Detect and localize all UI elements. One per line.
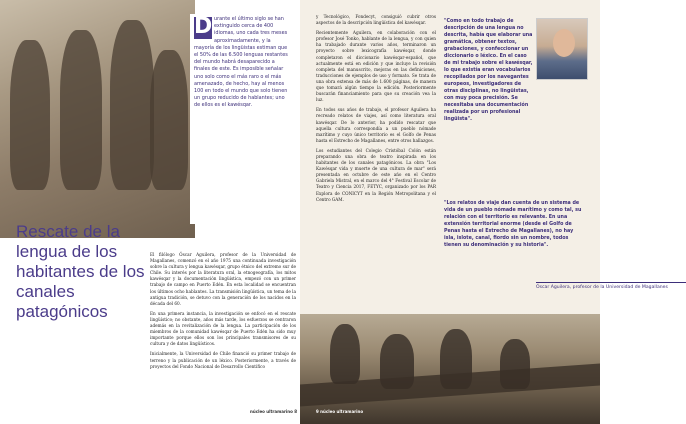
paragraph: Inicialmente, la Universidad de Chile financió su primer trabajo de terreno y la publicación de un léxico. Posteriormente, a través de proyectos del Fondo Nacional de Desarrollo Científico (150, 351, 296, 369)
paragraph: En todos sus años de trabajo, el profesor Aguilera ha recreado relatos de viajes, así como literatura oral kawésqar. De lo anterior, ha podido rescatar que aquella cultura correspondía a un pueblo nómade marítimo y cuyo único territorio es el Golfo de Penas hasta el Estrecho de Magallanes, entre otros hallazgos. (316, 107, 436, 143)
page-footer-left: núcleo ultramarino 8 (250, 409, 298, 414)
intro-text (190, 14, 296, 112)
paragraph: Recientemente Aguilera, en colaboración con el profesor José Tonko, hablante de la lengua, y con quien ha trabajado durante varios años, terminaron un proyecto sobre lexicografía kawésqar, donde completaron el diccionario kawésqar-español, que actualmente está en edición y que incluye la revisión completa del manuscrito, mejoras en las definiciones, traducciones de ejemplos de uso y formato. Se trata de una obra extensa de más de 1.600 páginas, de manera que tomará algún tiempo la edición. Posteriormente buscarán financiamiento para que su creación vea la luz. (316, 30, 436, 103)
left-page (0, 0, 300, 424)
paragraph: El filólogo Óscar Aguilera, profesor de la Universidad de Magallanes, comenzó en el año 1975 una continuada investigación sobre la cultura y lengua kawésqar, grupo étnico del extremo sur de Chile. Su interés por la literatura oral, la etnogeografía, los mitos kawésqar y la documentación lingüística, empezó con un primer trabajo de campo en Puerto Edén. En esta localidad se encuentran los últimos ocho hablantes. La transmisión lingüística, un tema de la antigua tradición, se detuvo con la generación de los nacidos en la década del 60. (150, 252, 296, 306)
left-article-column (150, 252, 296, 374)
pull-quote-1: "Como en todo trabajo de descripción de una lengua no descrita, había que elaborar una gramática, obtener textos, grabaciones, y confeccionar un diccionario o léxico. En el caso de mi trabajo sobre el kawésqar, lo que existía eran vocabularios recopilados por los navegantes europeos, investigadores de otras disciplinas, no lingüistas, con muy poca precisión. Se necesitaba una documentación realizada por un profesional lingüista". (444, 19, 533, 122)
paragraph: Los estudiantes del Colegio Cristóbal Colón están preparando una obra de teatro inspirada en los habitantes de los canales patagónicos. La obra "Los Kawésqar vida y muerte de una cultura de mar" será presentada en octubre de este año en el Centro Gabriela Mistral, en el marco del 4° Festival Escolar de Teatro y Ciencia 2017, FETYC, organizado por los PAR Explora de CONICYT en la Región Metropolitana y el Centro GAM. (316, 147, 436, 202)
author-portrait (536, 18, 588, 80)
right-article-column (316, 14, 436, 207)
paragraph: En una primera instancia, la investigación se enfocó en el rescate lingüístico; no obstante, años más tarde, los esfuerzos se centraron además en la revitalización de la lengua. La participación de los miembros de la comunidad kawésqar de Puerto Edén ha sido muy importante porque ellos son los principales transmisores de su cultura y de datos lingüísticos. (150, 310, 296, 347)
dropcap: D (194, 14, 213, 39)
intro-body: urante el último siglo se han extinguido cerca de 400 idiomas, uno cada tres meses aproximadamente, y la mayoría de los lingüistas estiman que el 50% de las 6.500 lenguas restantes del mundo habrá desaparecido a finales de este. Es imposible señalar uno solo como el más raro o el más amenazado, de hecho, hay al menos 100 en todo el mundo que solo tienen un grupo reducido de hablantes; uno de ellos es el kawésqar. (194, 16, 288, 109)
quote-attribution: Óscar Aguilera, profesor de la Universidad de Magallanes (536, 282, 686, 291)
pull-quote-2: "Los relatos de viaje dan cuenta de un sistema de vida de un pueblo nómade marítimo y como tal, su relación con el territorio es relevante. En una extensión territorial enorme (desde el Golfo de Penas hasta el Estrecho de Magallanes), no hay isla, islote, canal, fiordo sin un nombre, todos tienen su denominación y su historia". (444, 201, 582, 248)
page-footer-right: 9 núcleo ultramarino (316, 409, 364, 414)
intro-box (190, 14, 296, 224)
canoe-photo (300, 314, 600, 424)
right-page (300, 0, 668, 424)
paragraph: y Tecnológico, Fondecyt, consiguió cubrir otros aspectos de la descripción lingüística del kawésqar. (316, 14, 436, 26)
indigenous-group-photo (0, 0, 195, 238)
article-headline: Rescate de la lengua de los habitantes de los canales patagónicos (16, 222, 145, 321)
quote-panel (440, 14, 668, 314)
